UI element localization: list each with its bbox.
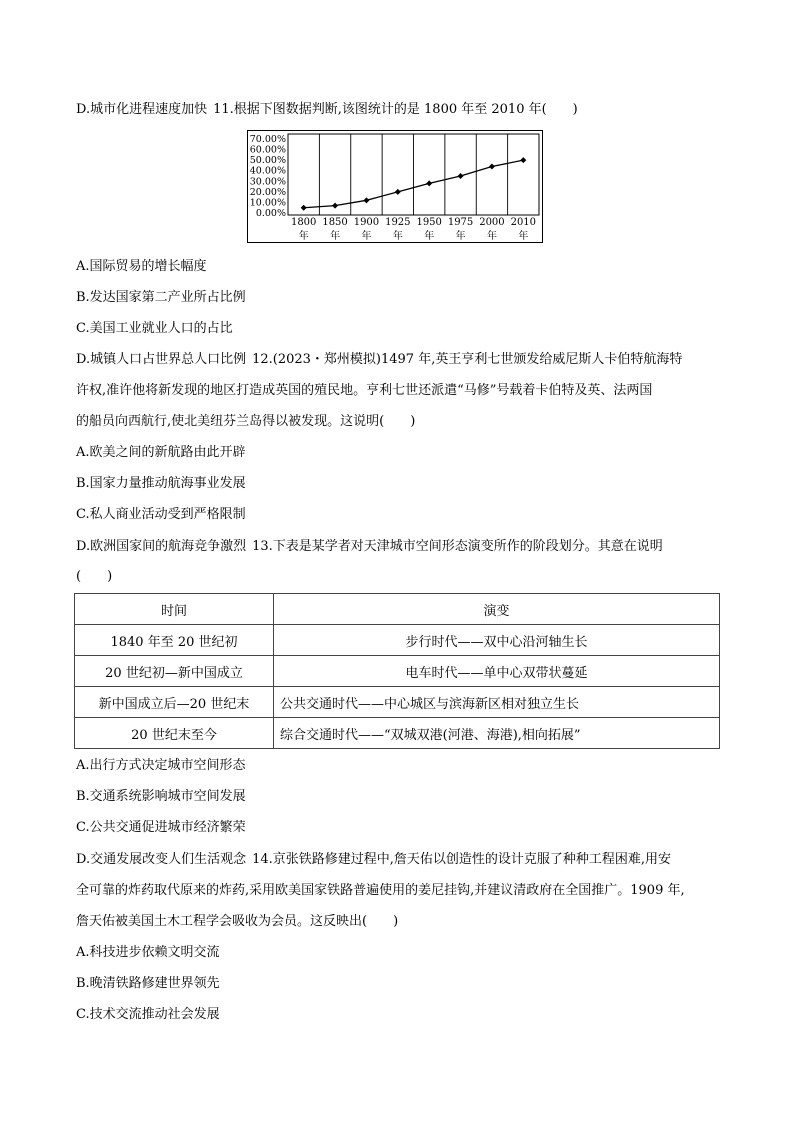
y-tick-label: 30.00% [249,176,286,188]
table-cell-evolution: 公共交通时代——中心城区与滨海新区相对独立生长 [274,687,720,718]
x-tick-unit: 年 [392,231,403,242]
x-tick-label: 1950 [416,217,442,228]
y-tick-label: 20.00% [249,186,286,198]
table-cell-evolution: 电车时代——单中心双带状蔓延 [274,656,720,687]
q14-stem-line1: 14.京张铁路修建过程中,詹天佑以创造性的设计克服了种种工程困难,用安 [252,852,672,867]
x-tick-label: 1925 [385,217,411,228]
table-header-row [75,594,720,625]
table-row [75,687,720,718]
table-cell-evolution: 综合交通时代——“双城双港(河港、海港),相向拓展” [274,718,720,749]
q13-option-c: C.公共交通促进城市经济繁荣 [76,820,246,835]
q12-option-b: B.国家力量推动航海事业发展 [76,476,246,491]
q14-stem-line2: 全可靠的炸药取代原来的炸药,采用欧美国家铁路普遍使用的姜尼挂钩,并建议清政府在全国推广。1909 年, [76,883,685,898]
x-tick-label: 1900 [353,217,380,228]
data-point-marker [363,197,369,203]
x-tick-unit: 年 [455,231,466,242]
table-row [75,656,720,687]
question-12-line1 [76,351,682,369]
tianjin-urban-form-table [74,593,720,749]
question-14-line1 [76,851,671,869]
q12-option-d: D.欧洲国家间的航海竞争激烈 [76,539,247,554]
table-cell-time: 20 世纪末至今 [75,718,274,749]
q14-option-c: C.技术交流推动社会发展 [76,1007,220,1022]
q11-option-c: C.美国工业就业人口的占比 [76,321,233,336]
q13-option-b: B.交通系统影响城市空间发展 [76,789,246,804]
y-tick-label: 50.00% [249,155,286,167]
question-13-line [76,538,663,556]
table-row [75,718,720,749]
table-header-time: 时间 [75,594,274,625]
data-point-marker [301,205,307,211]
table-cell-time: 20 世纪初—新中国成立 [75,656,274,687]
urbanization-line-chart [247,130,543,245]
x-tick-unit: 年 [330,231,341,242]
x-tick-label: 1975 [447,217,474,228]
q14-option-a: A.科技进步依赖文明交流 [76,945,220,960]
q10-option-d: D.城市化进程速度加快 [76,102,208,117]
y-tick-label: 0.00% [255,208,286,219]
x-tick-unit: 年 [518,231,529,242]
table-cell-time: 新中国成立后—20 世纪末 [75,687,274,718]
y-tick-label: 10.00% [249,197,286,209]
data-point-marker [332,203,338,209]
q11-stem: 11.根据下图数据判断,该图统计的是 1800 年至 2010 年( ) [213,102,578,117]
x-tick-unit: 年 [424,231,435,242]
table-cell-evolution: 步行时代——双中心沿河轴生长 [274,625,720,656]
q11-option-a: A.国际贸易的增长幅度 [76,259,207,274]
x-tick-label: 2000 [479,217,505,228]
x-tick-unit: 年 [298,231,309,242]
q14-stem-line3: 詹天佑被美国土木工程学会吸收为会员。这反映出( ) [76,914,399,929]
x-tick-label: 2010 [510,217,537,228]
q13-option-a: A.出行方式决定城市空间形态 [76,758,246,773]
q11-option-b: B.发达国家第二产业所占比例 [76,290,246,305]
q12-stem-line3: 的船员向西航行,使北美纽芬兰岛得以被发现。这说明( ) [76,414,416,429]
q12-stem-line1: 12.(2023・郑州模拟)1497 年,英王亨利七世颁发给威尼斯人卡伯特航海特 [252,352,683,367]
data-point-marker [458,173,464,179]
q12-option-a: A.欧美之间的新航路由此开辟 [76,445,246,460]
table-header-evolution: 演变 [274,594,720,625]
q14-option-b: B.晚清铁路修建世界领先 [76,976,220,991]
question-11-line [76,101,578,119]
y-tick-label: 40.00% [249,165,286,177]
q12-stem-line2: 许权,准许他将新发现的地区打造成英国的殖民地。亨利七世还派遣“马修”号载着卡伯特及英、法两国 [76,383,653,398]
table-row [75,625,720,656]
q12-option-c: C.私人商业活动受到严格限制 [76,507,246,522]
data-point-marker [520,157,526,163]
q13-option-d: D.交通发展改变人们生活观念 [76,852,247,867]
y-tick-label: 60.00% [249,144,286,156]
x-tick-unit: 年 [486,231,497,242]
x-tick-label: 1850 [322,217,348,228]
x-tick-label: 1800 [290,217,317,228]
data-point-marker [426,180,432,186]
data-point-marker [395,189,401,195]
q11-option-d: D.城镇人口占世界总人口比例 [76,352,247,367]
x-tick-unit: 年 [361,231,372,242]
y-tick-label: 70.00% [249,134,286,145]
data-point-marker [489,163,495,169]
q13-answer-paren: ( ) [76,569,113,584]
table-cell-time: 1840 年至 20 世纪初 [75,625,274,656]
q13-stem: 13.下表是某学者对天津城市空间形态演变所作的阶段划分。其意在说明 [252,539,663,554]
